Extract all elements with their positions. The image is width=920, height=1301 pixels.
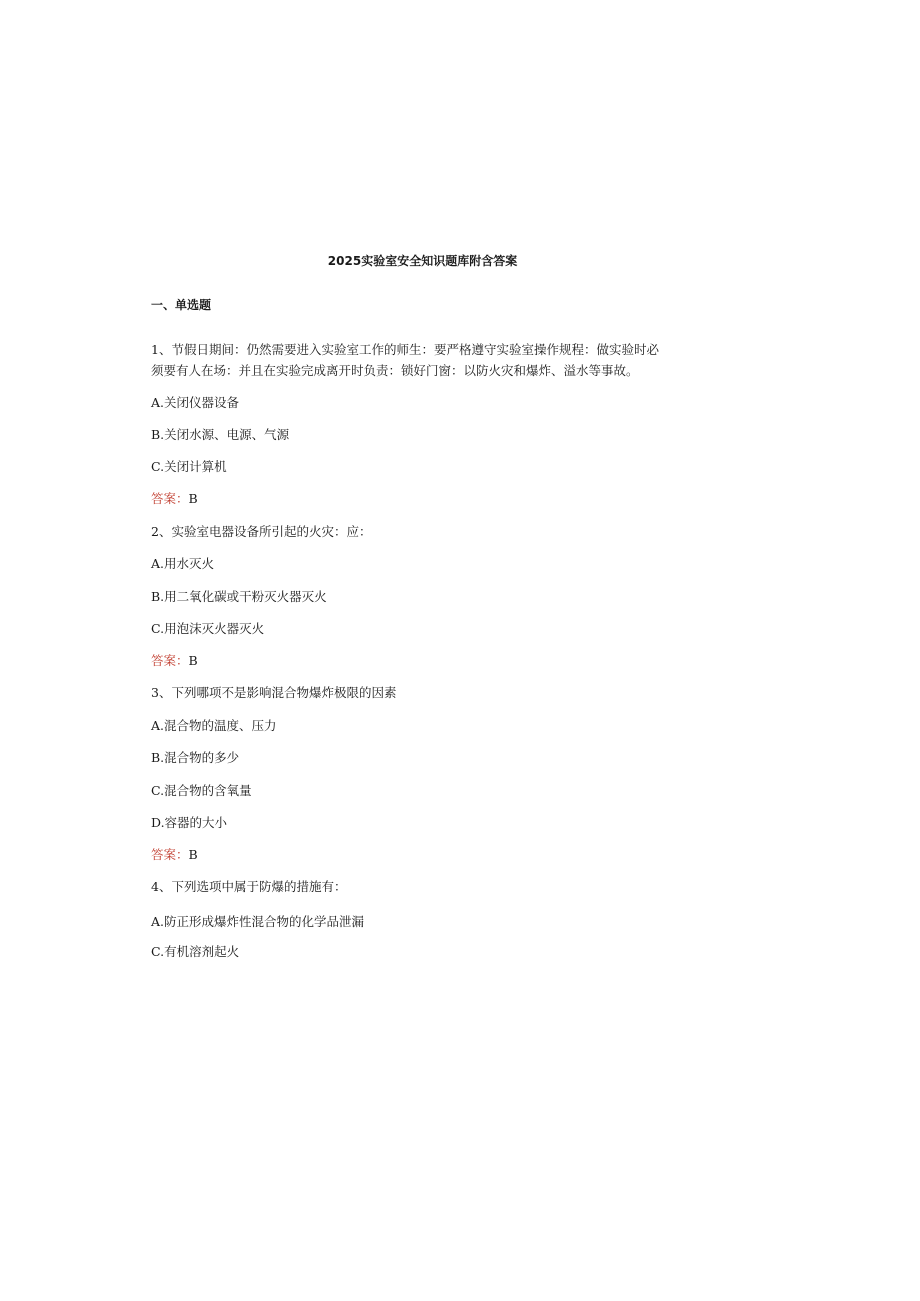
question-1-stem-line-2: 须要有人在场：并且在实验完成离开时负责：锁好门窗：以防火灾和爆炸、溢水等事故。 — [151, 363, 639, 378]
question-3-option-c: C.混合物的含氧量 — [151, 783, 252, 798]
answer-value: B — [188, 491, 198, 506]
answer-value: B — [188, 847, 198, 862]
question-3-option-a: A.混合物的温度、压力 — [151, 718, 277, 733]
question-2-answer — [151, 652, 198, 670]
answer-value: B — [188, 653, 198, 668]
question-2-option-c: C.用泡沫灭火器灭火 — [151, 621, 265, 636]
question-3-option-b: B.混合物的多少 — [151, 750, 240, 765]
question-1-option-b: B.关闭水源、电源、气源 — [151, 427, 290, 442]
question-4-option-c: C.有机溶剂起火 — [151, 944, 240, 959]
question-2-option-a: A.用水灭火 — [151, 556, 215, 571]
answer-label: 答案： — [151, 491, 189, 506]
answer-label: 答案： — [151, 653, 189, 668]
question-2-stem: 2、实验室电器设备所引起的火灾：应： — [151, 524, 372, 539]
question-3-stem: 3、下列哪项不是影响混合物爆炸极限的因素 — [151, 685, 397, 700]
answer-label: 答案： — [151, 847, 189, 862]
question-1-stem-line-1: 1、节假日期间：仍然需要进入实验室工作的师生：要严格遵守实验室操作规程：做实验时必 — [151, 342, 659, 357]
question-4-stem: 4、下列选项中属于防爆的措施有： — [151, 879, 347, 894]
document-title: 2025实验室安全知识题库附含答案 — [327, 254, 518, 268]
question-2-option-b: B.用二氧化碳或干粉灭火器灭火 — [151, 589, 327, 604]
question-1-answer — [151, 490, 198, 508]
question-1-option-c: C.关闭计算机 — [151, 459, 227, 474]
question-4-option-a: A.防正形成爆炸性混合物的化学品泄漏 — [151, 914, 365, 929]
question-3-answer — [151, 846, 198, 864]
question-1-option-a: A.关闭仪器设备 — [151, 395, 240, 410]
section-heading-single-choice: 一、单选题 — [151, 298, 212, 312]
question-3-option-d: D.容器的大小 — [151, 815, 228, 830]
